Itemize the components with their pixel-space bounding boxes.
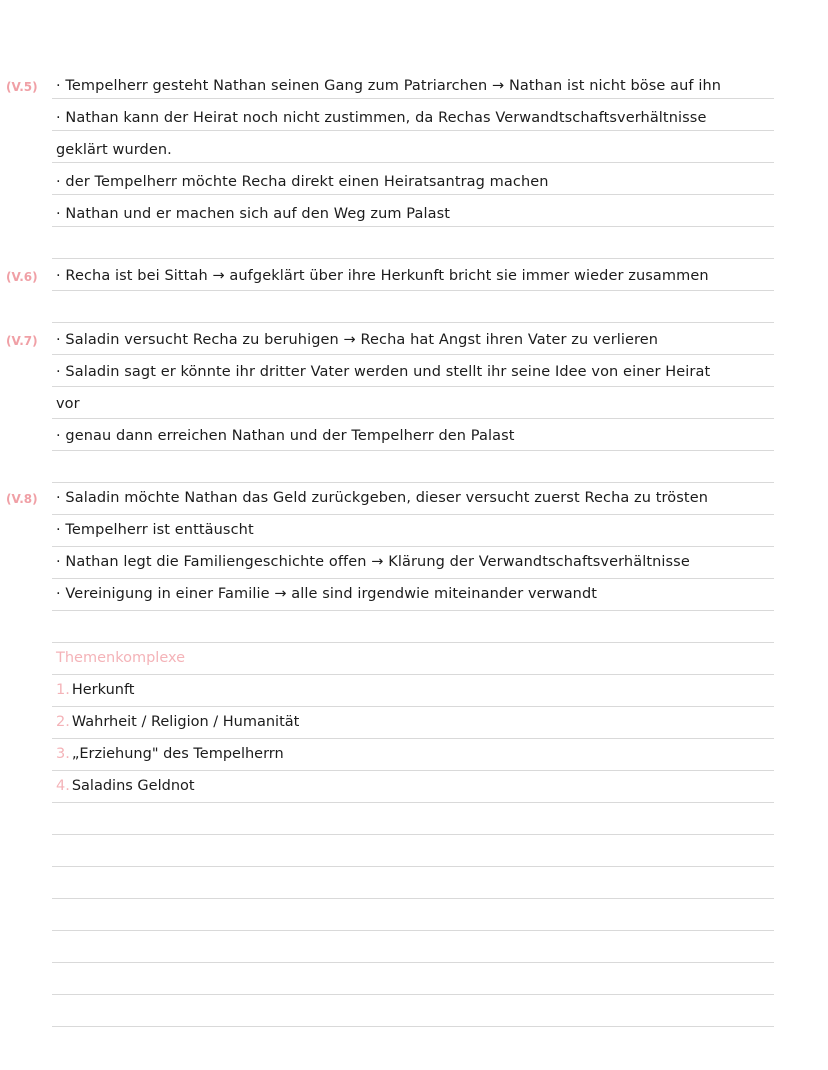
ruled-line [52, 418, 774, 419]
note-line: vor [56, 396, 80, 412]
theme-number: 2. [56, 714, 70, 730]
theme-text: Wahrheit / Religion / Humanität [71, 714, 300, 730]
ruled-line [52, 450, 774, 451]
ruled-line [52, 706, 774, 707]
ruled-line [52, 322, 774, 323]
ruled-line [52, 194, 774, 195]
ruled-line [52, 258, 774, 259]
ruled-line [52, 354, 774, 355]
note-line: · Nathan und er machen sich auf den Weg zum Palast [56, 206, 451, 222]
note-line: · Saladin versucht Recha zu beruhigen → Recha hat Angst ihren Vater zu verlieren [56, 332, 659, 348]
theme-text: „Erziehung" des Tempelherrn [71, 746, 284, 762]
ruled-line [52, 898, 774, 899]
theme-item [56, 777, 195, 795]
ruled-line [52, 930, 774, 931]
theme-item [56, 681, 135, 699]
ruled-line [52, 226, 774, 227]
ruled-line [52, 290, 774, 291]
ruled-line [52, 386, 774, 387]
ruled-line [52, 1026, 774, 1027]
section-tag: (V.6) [6, 270, 38, 284]
ruled-line [52, 674, 774, 675]
ruled-line [52, 98, 774, 99]
section-tag: (V.7) [6, 334, 38, 348]
ruled-line [52, 130, 774, 131]
theme-number: 1. [56, 682, 70, 698]
ruled-line [52, 642, 774, 643]
note-line: · Recha ist bei Sittah → aufgeklärt über ihre Herkunft bricht sie immer wieder zusammen [56, 268, 709, 284]
note-line: · Tempelherr ist enttäuscht [56, 522, 254, 538]
note-line: · der Tempelherr möchte Recha direkt einen Heiratsantrag machen [56, 174, 549, 190]
ruled-line [52, 834, 774, 835]
note-line: · Nathan kann der Heirat noch nicht zustimmen, da Rechas Verwandtschaftsverhältnisse [56, 110, 707, 126]
note-line: · genau dann erreichen Nathan und der Tempelherr den Palast [56, 428, 515, 444]
ruled-line [52, 546, 774, 547]
section-tag: (V.8) [6, 492, 38, 506]
note-line: · Saladin möchte Nathan das Geld zurückgeben, dieser versucht zuerst Recha zu trösten [56, 490, 709, 506]
theme-text: Herkunft [71, 682, 135, 698]
note-line: · Vereinigung in einer Familie → alle sind irgendwie miteinander verwandt [56, 586, 598, 602]
ruled-line [52, 514, 774, 515]
note-line: · Nathan legt die Familiengeschichte offen → Klärung der Verwandtschaftsverhältnisse [56, 554, 690, 570]
note-line: · Tempelherr gesteht Nathan seinen Gang zum Patriarchen → Nathan ist nicht böse auf ihn [56, 78, 722, 94]
theme-item [56, 745, 284, 763]
ruled-line [52, 770, 774, 771]
ruled-line [52, 610, 774, 611]
ruled-line [52, 962, 774, 963]
theme-number: 3. [56, 746, 70, 762]
themes-heading: Themenkomplexe [56, 650, 186, 666]
ruled-line [52, 866, 774, 867]
ruled-line [52, 994, 774, 995]
section-tag: (V.5) [6, 80, 38, 94]
theme-item [56, 713, 299, 731]
note-line: geklärt wurden. [56, 142, 172, 158]
note-line: · Saladin sagt er könnte ihr dritter Vater werden und stellt ihr seine Idee von einer Heirat [56, 364, 711, 380]
ruled-line [52, 802, 774, 803]
ruled-line [52, 482, 774, 483]
theme-number: 4. [56, 778, 70, 794]
ruled-line [52, 162, 774, 163]
theme-text: Saladins Geldnot [71, 778, 195, 794]
ruled-line [52, 578, 774, 579]
ruled-line [52, 738, 774, 739]
